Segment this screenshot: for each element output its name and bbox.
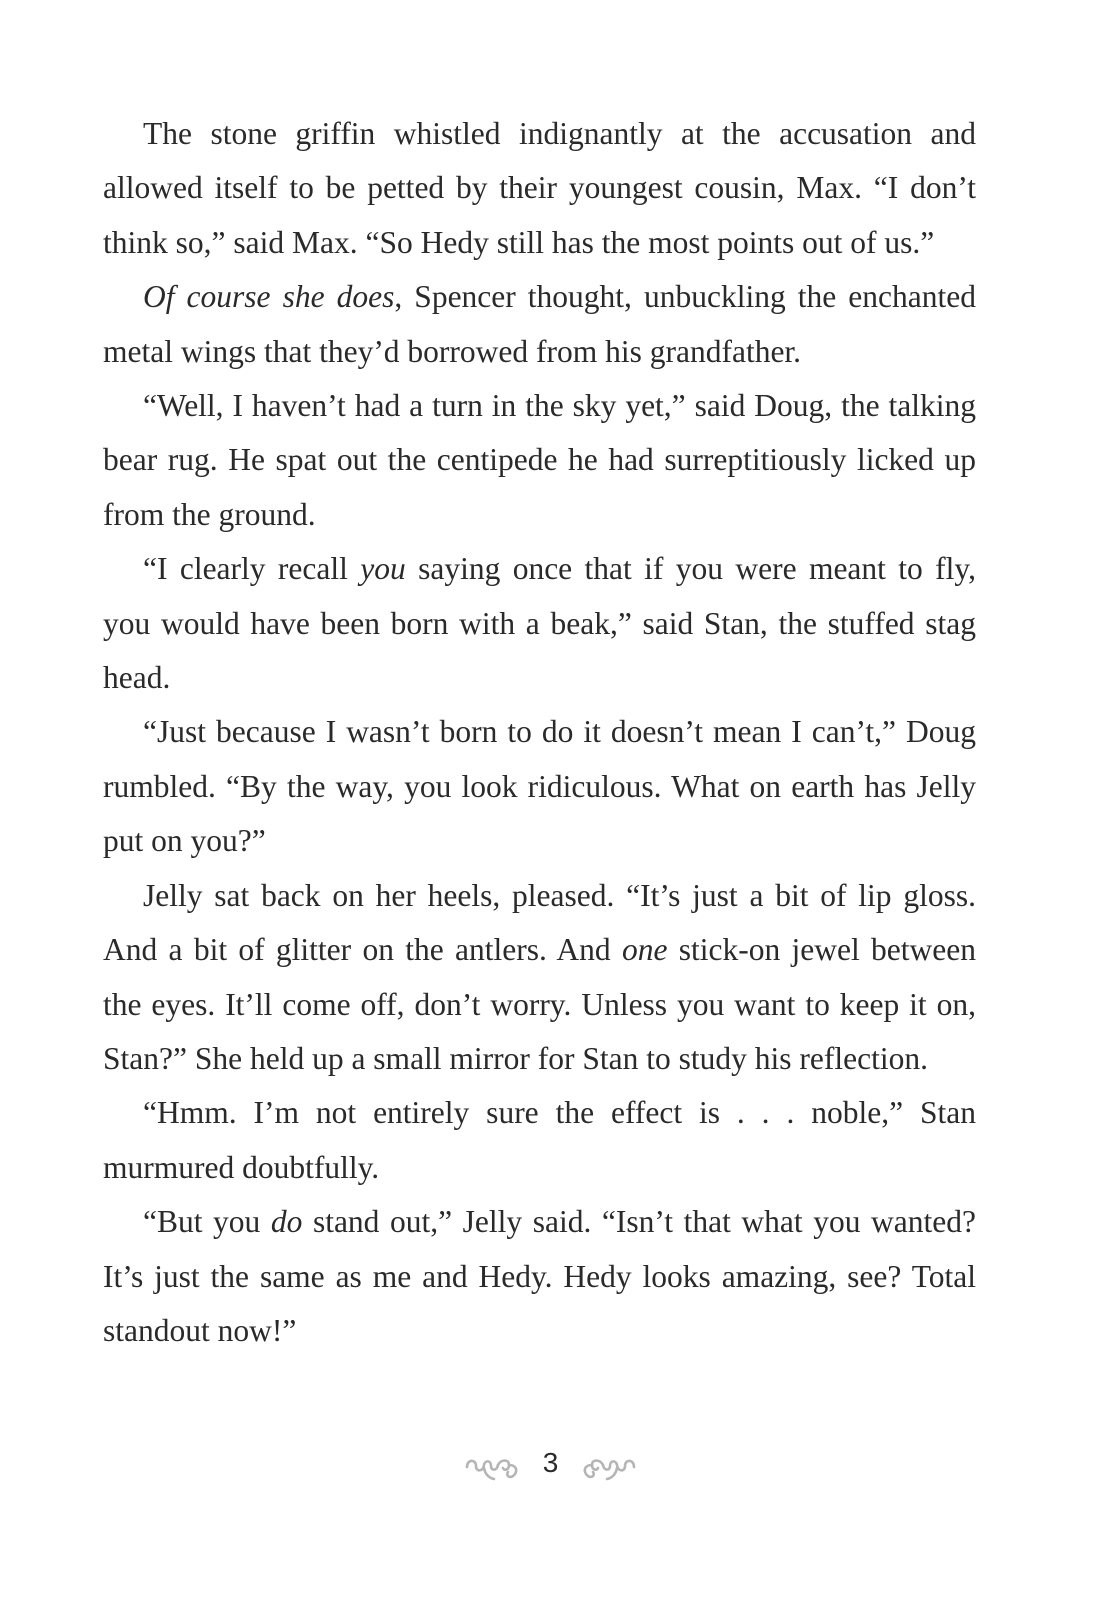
italic-run: Of course she does — [143, 279, 395, 315]
paragraph — [103, 379, 976, 542]
body-text — [103, 107, 976, 1358]
italic-run: you — [360, 551, 406, 587]
text-run: , Spencer thought, unbuckling the enchanted metal wings that they’d borrowed from his grandfather. — [103, 279, 976, 369]
folio — [0, 1438, 1101, 1498]
text-run: The stone griffin whistled indignantly at the accusation and allowed itself to be petted by their youngest cousin, Max. “I don’t think so,” said Max. “So Hedy still has the most points out of us.” — [103, 116, 976, 260]
swirl-ornament-icon — [463, 1453, 525, 1483]
page-number: 3 — [542, 1447, 559, 1478]
paragraph — [103, 542, 976, 705]
text-run: “Just because I wasn’t born to do it doesn’t mean I can’t,” Doug rumbled. “By the way, you look ridiculous. What on earth has Jelly put on you?” — [103, 714, 976, 859]
paragraph — [103, 270, 976, 379]
paragraph — [103, 705, 976, 868]
text-run: “Well, I haven’t had a turn in the sky yet,” said Doug, the talking bear rug. He spat out the centipede he had surreptitiously licked up from the ground. — [103, 388, 976, 532]
italic-run: one — [621, 932, 668, 968]
text-run: Jelly sat back on her heels, pleased. “It’s just a bit of lip gloss. And a bit of glitter on the antlers. And — [103, 877, 976, 968]
paragraph — [103, 1086, 976, 1195]
text-run: “But you — [143, 1204, 271, 1240]
text-run: stand out,” Jelly said. “Isn’t that what you wanted? It’s just the same as me and Hedy. Hedy looks amazing, see? Total standout now!” — [103, 1204, 976, 1348]
swirl-ornament-icon — [576, 1453, 638, 1483]
text-run: “I clearly recall — [143, 551, 361, 587]
italic-run: do — [270, 1204, 303, 1240]
text-run: saying once that if you were meant to fly, you would have been born with a beak,” said Stan, the stuffed stag head. — [103, 551, 976, 696]
text-run: “Hmm. I’m not entirely sure the effect is . . . noble,” Stan murmured doubtfully. — [103, 1095, 976, 1185]
text-run: stick-on jewel between the eyes. It’ll come off, don’t worry. Unless you want to keep it on, Stan?” She held up a small mirror for Stan to study his reflection. — [103, 932, 976, 1076]
paragraph — [103, 1195, 976, 1358]
paragraph — [103, 869, 976, 1087]
paragraph — [103, 107, 976, 270]
